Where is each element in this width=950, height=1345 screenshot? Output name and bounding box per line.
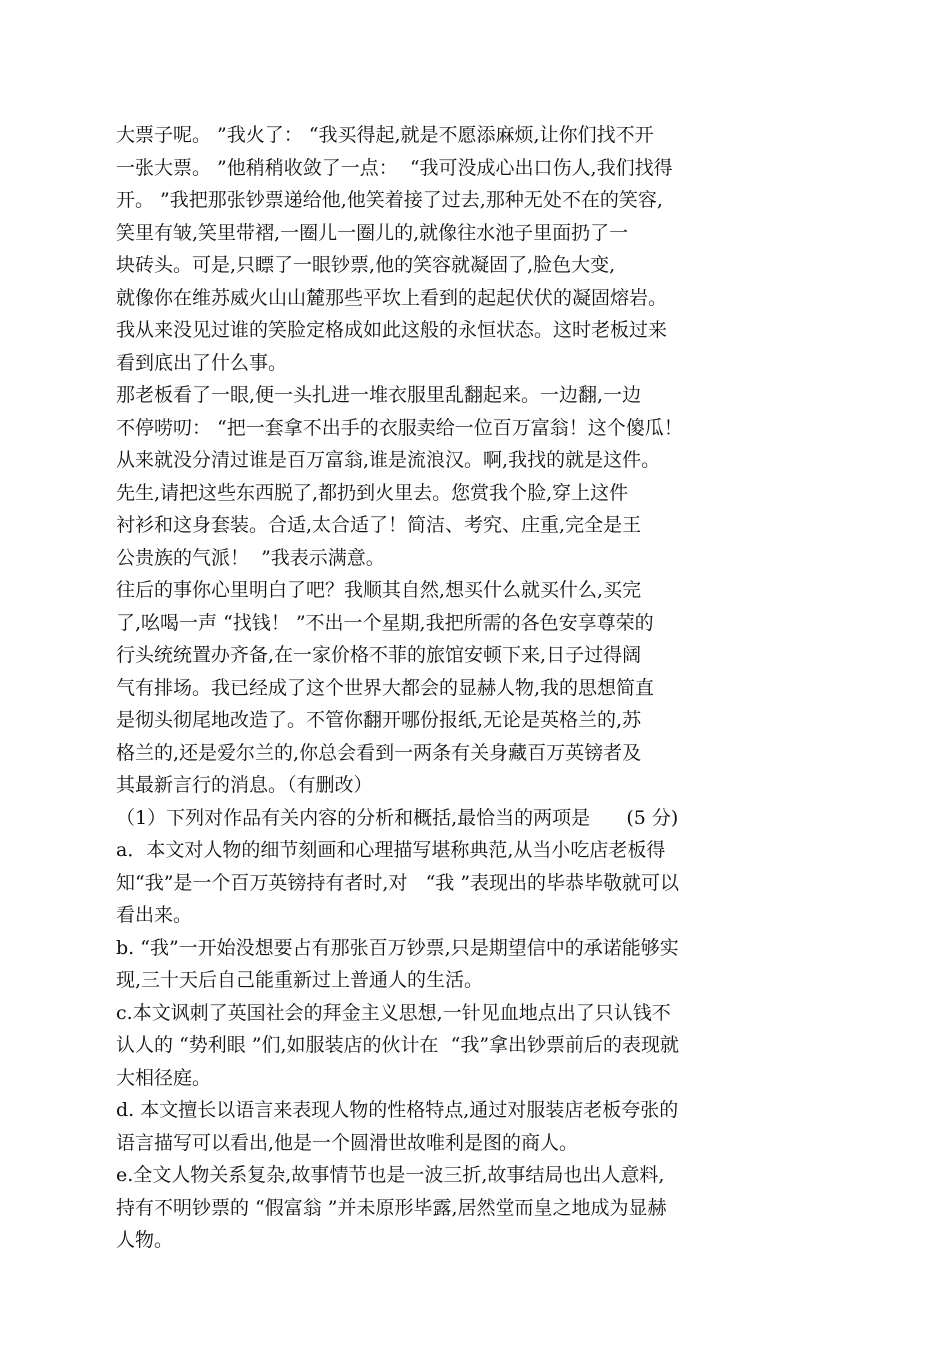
text-line: e.全文人物关系复杂,故事情节也是一波三折,故事结局也出人意料, xyxy=(116,1164,665,1186)
document-body xyxy=(116,119,816,1257)
text-line: 看出来。 xyxy=(116,904,193,926)
text-line: 笑里有皱,笑里带褶,一圈儿一圈儿的,就像往水池子里面扔了一 xyxy=(116,221,629,244)
text-line: 那老板看了一眼,便一头扎进一堆衣服里乱翻起来。一边翻,一边 xyxy=(116,384,642,406)
text-line: 其最新言行的消息。（有删改） xyxy=(116,774,373,796)
text-line: 块砖头。可是,只瞟了一眼钞票,他的笑容就凝固了,脸色大变, xyxy=(116,254,616,276)
text-line: 是彻头彻尾地改造了。不管你翻开哪份报纸,无论是英格兰的,苏 xyxy=(116,709,642,731)
text-line: 语言描写可以看出,他是一个圆滑世故唯利是图的商人。 xyxy=(116,1131,579,1154)
text-line: 公贵族的气派！ ”我表示满意。 xyxy=(116,546,385,569)
text-line: 从来就没分清过谁是百万富翁,谁是流浪汉。啊,我找的就是这件。 xyxy=(116,449,661,471)
text-line: 现,三十天后自己能重新过上普通人的生活。 xyxy=(116,969,484,991)
text-line: c.本文讽刺了英国社会的拜金主义思想,一针见血地点出了只认钱不 xyxy=(116,1001,671,1024)
text-line: 知“我”是一个百万英镑持有者时,对 “我 ”表现出的毕恭毕敬就可以 xyxy=(116,871,680,894)
text-line: 开。 ”我把那张钞票递给他,他笑着接了过去,那种无处不在的笑容, xyxy=(116,189,663,211)
text-line: b. “我”一开始没想要占有那张百万钞票,只是期望信中的承诺能够实 xyxy=(116,936,679,959)
text-line: d. 本文擅长以语言来表现人物的性格特点,通过对服装店老板夸张的 xyxy=(116,1099,679,1121)
text-line: 先生,请把这些东西脱了,都扔到火里去。您赏我个脸,穿上这件 xyxy=(116,481,629,504)
text-line: 不停唠叨： “把一套拿不出手的衣服卖给一位百万富翁！这个傻瓜！ xyxy=(116,416,683,439)
text-line: 一张大票。 ”他稍稍收敛了一点： “我可没成心出口伤人,我们找得 xyxy=(116,156,673,179)
text-line: a．本文对人物的细节刻画和心理描写堪称典范,从当小吃店老板得 xyxy=(116,839,666,861)
text-line: 大票子呢。 ”我火了： “我买得起,就是不愿添麻烦,让你们找不开 xyxy=(116,124,654,146)
text-line: 看到底出了什么事。 xyxy=(116,351,288,374)
text-line: 人物。 xyxy=(116,1229,174,1251)
text-line: 大相径庭。 xyxy=(116,1066,212,1089)
text-line: 往后的事你心里明白了吧？我顺其自然,想买什么就买什么,买完 xyxy=(116,579,642,601)
text-line: （1）下列对作品有关内容的分析和概括,最恰当的两项是 (5 分) xyxy=(116,806,679,829)
text-line: 衬衫和这身套装。合适,太合适了！简洁、考究、庄重,完全是王 xyxy=(116,514,642,536)
text-line: 行头统统置办齐备,在一家价格不菲的旅馆安顿下来,日子过得阔 xyxy=(116,644,642,666)
text-line: 气有排场。我已经成了这个世界大都会的显赫人物,我的思想简直 xyxy=(116,676,655,699)
text-line: 了,吆喝一声 “找钱！ ”不出一个星期,我把所需的各色安享尊荣的 xyxy=(116,611,654,634)
text-line: 就像你在维苏威火山山麓那些平坎上看到的起起伏伏的凝固熔岩。 xyxy=(116,286,668,309)
text-line: 认人的 “势利眼 ”们,如服装店的伙计在 “我”拿出钞票前后的表现就 xyxy=(116,1034,680,1056)
text-line: 持有不明钞票的 “假富翁 ”并未原形毕露,居然堂而皇之地成为显赫 xyxy=(116,1196,667,1219)
text-line: 我从来没见过谁的笑脸定格成如此这般的永恒状态。这时老板过来 xyxy=(116,319,668,341)
text-line: 格兰的,还是爱尔兰的,你总会看到一两条有关身藏百万英镑者及 xyxy=(116,741,642,764)
